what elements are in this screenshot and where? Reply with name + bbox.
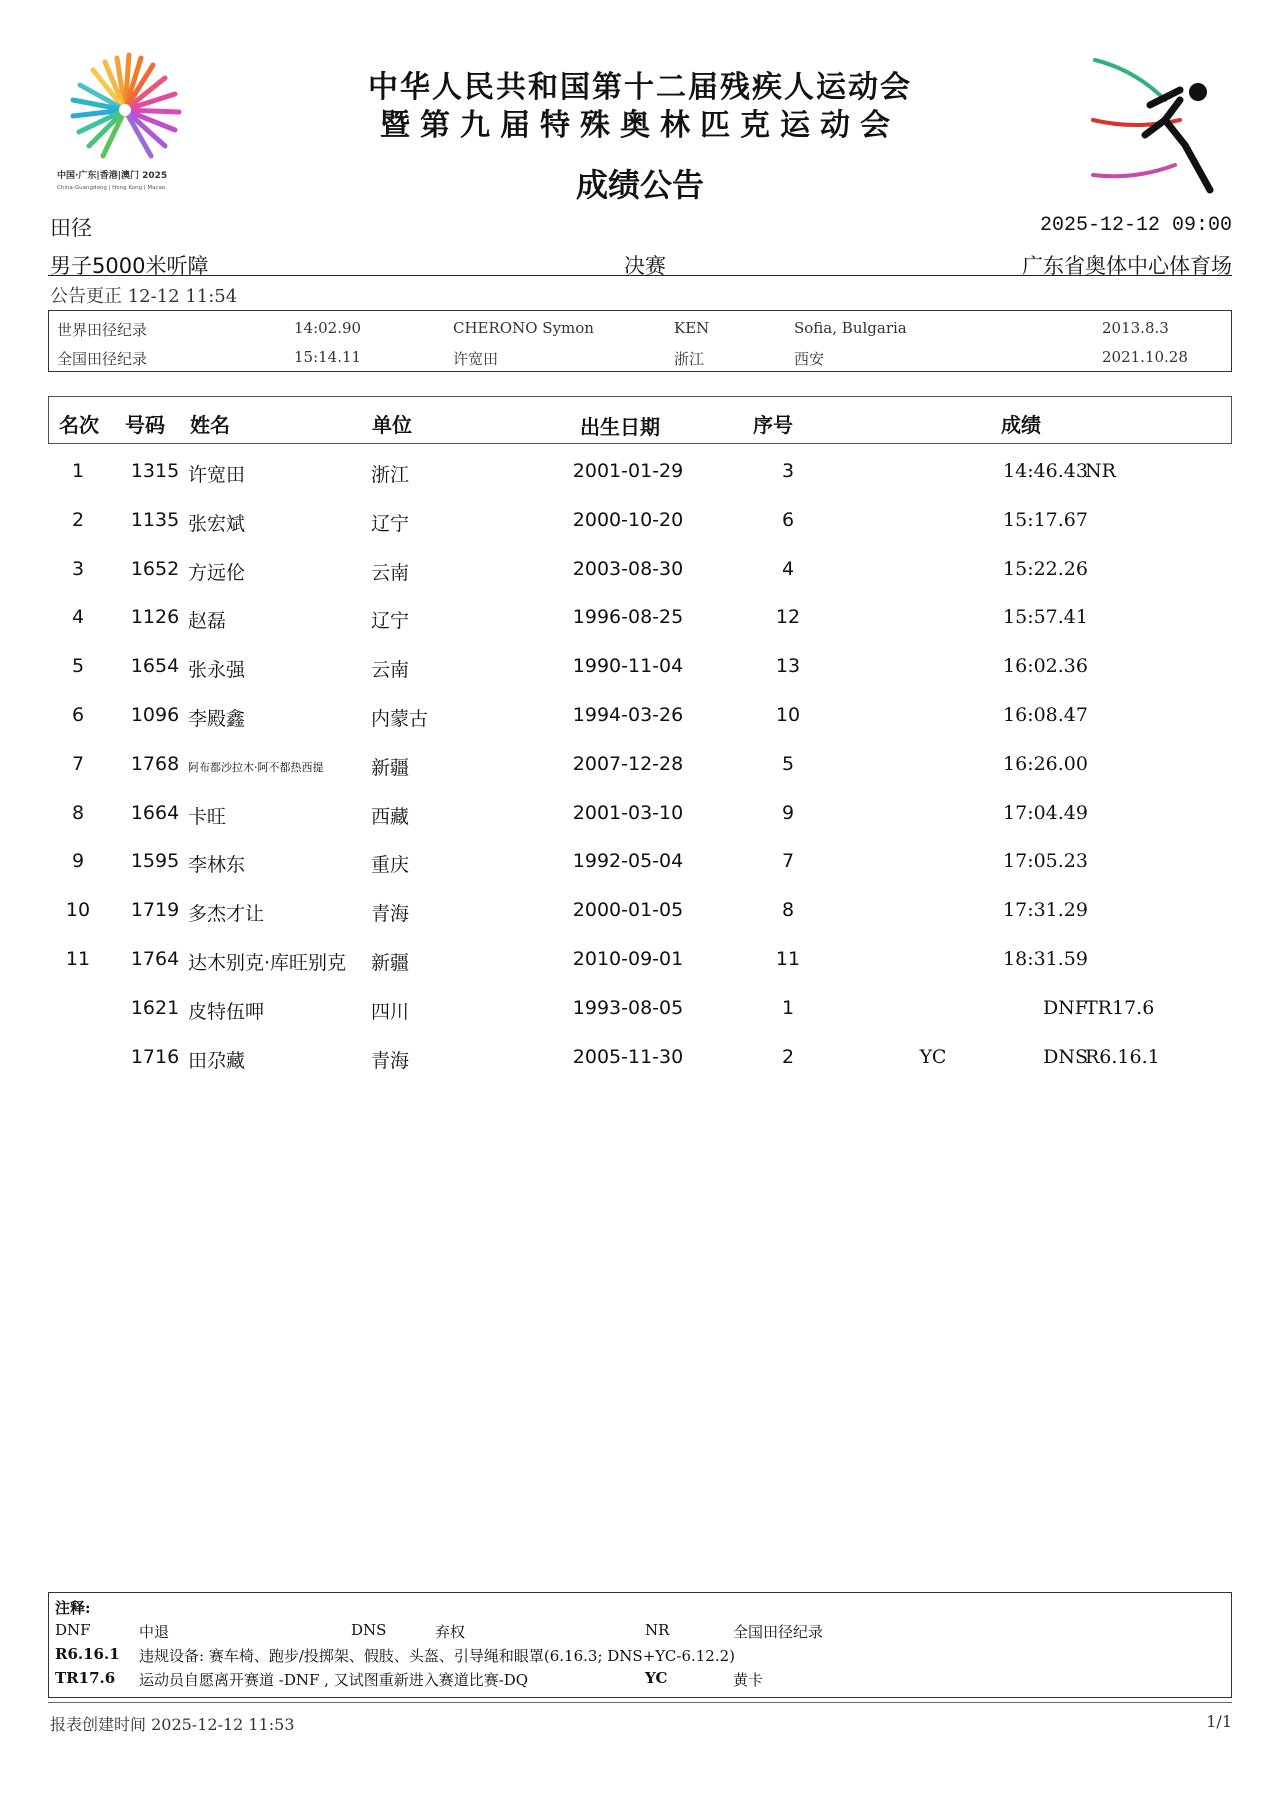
cell-mark: DNF: [1042, 996, 1088, 1019]
cell-lane: 4: [781, 557, 795, 580]
venue-label: 广东省奥体中心体育场: [1022, 254, 1232, 278]
cell-lane: 3: [781, 460, 795, 482]
athlete-logo-icon: [1085, 50, 1225, 200]
cell-dob: 2003-08-30: [572, 557, 684, 580]
note-text-dns: 弃权: [435, 1623, 466, 1641]
table-row: [48, 792, 1230, 832]
cell-name: 方远伦: [188, 561, 246, 584]
games-title-line1: 中华人民共和国第十二届残疾人运动会: [368, 70, 912, 105]
cell-unit: 新疆: [371, 952, 410, 974]
cell-mark: 17:05.23: [1003, 850, 1088, 873]
round-label: 决赛: [624, 254, 666, 278]
cell-unit: 内蒙古: [371, 708, 429, 730]
cell-lane: 1: [781, 996, 795, 1019]
cell-name: 皮特伍呷: [188, 1000, 265, 1023]
cell-rank: 1: [71, 460, 85, 482]
cell-mark: 16:02.36: [1003, 655, 1088, 678]
note-code-dns: DNS: [351, 1621, 387, 1639]
page-number: 1/1: [1206, 1712, 1232, 1731]
cell-bib: 1135: [130, 508, 180, 531]
cell-rank: 8: [71, 801, 85, 824]
cell-lane: 12: [775, 606, 801, 629]
cell-unit: 新疆: [371, 756, 410, 779]
cell-unit: 青海: [371, 1049, 410, 1072]
record-place: Sofia, Bulgaria: [794, 319, 907, 337]
cell-rank: 7: [71, 752, 85, 775]
cell-name: 达木别克·库旺别克: [188, 952, 347, 974]
cell-bib: 1595: [130, 850, 180, 873]
cell-name: 阿布都沙拉木·阿不都热西提: [188, 760, 324, 774]
cell-dob: 1992-05-04: [572, 850, 684, 873]
cell-unit: 辽宁: [371, 512, 410, 535]
cell-lane: 7: [781, 850, 795, 873]
cell-dob: 2001-03-10: [572, 801, 684, 824]
record-date: 2013.8.3: [1102, 319, 1169, 337]
cell-mark: 18:31.59: [1003, 948, 1088, 970]
cell-name: 许宽田: [188, 464, 246, 486]
cell-bib: 1719: [130, 899, 180, 922]
cell-dob: 2007-12-28: [572, 752, 684, 775]
notes-box: [48, 1592, 1232, 1698]
cell-bib: 1768: [130, 752, 180, 775]
record-row: [49, 313, 1231, 341]
record-type: 世界田径纪录: [57, 321, 148, 339]
record-mark: 15:14.11: [294, 348, 362, 366]
col-unit-header: 单位: [372, 413, 412, 437]
cell-bib: 1096: [130, 704, 180, 726]
footer-divider: [48, 1702, 1232, 1703]
cell-name: 张永强: [188, 659, 246, 682]
note-code-yc: YC: [645, 1669, 668, 1687]
note-code-dnf: DNF: [55, 1621, 91, 1639]
cell-yc: YC: [919, 1045, 947, 1068]
table-row: [48, 840, 1230, 880]
cell-unit: 浙江: [371, 464, 410, 486]
table-row: [48, 938, 1230, 978]
cell-bib: 1764: [130, 948, 180, 970]
cell-mark: 15:17.67: [1003, 508, 1088, 531]
notes-title: 注释:: [55, 1599, 91, 1617]
cell-name: 李殿鑫: [188, 708, 246, 730]
table-row: [48, 596, 1230, 636]
table-row: [48, 694, 1230, 734]
cell-mark: 17:31.29: [1003, 899, 1088, 922]
record-date: 2021.10.28: [1102, 348, 1188, 366]
cell-unit: 云南: [371, 561, 410, 584]
cell-name: 卡旺: [188, 805, 227, 828]
cell-bib: 1652: [130, 557, 180, 580]
flower-logo-icon: [55, 45, 200, 205]
note-text-r616: 违规设备: 赛车椅、跑步/投掷架、假肢、头盔、引导绳和眼罩(6.16.3; DNS+YC-6.12.2): [139, 1647, 736, 1665]
cell-unit: 重庆: [371, 854, 410, 877]
col-lane-header: 序号: [753, 413, 793, 437]
cell-mark: 14:46.43: [1003, 460, 1088, 482]
cell-dob: 2010-09-01: [572, 948, 684, 970]
table-row: [48, 743, 1230, 783]
table-row: [48, 889, 1230, 929]
cell-name: 张宏斌: [188, 512, 246, 535]
cell-lane: 11: [775, 948, 801, 970]
table-row: [48, 548, 1230, 588]
table-row: [48, 450, 1230, 490]
games-logo: [55, 45, 200, 205]
results-header: [48, 396, 1232, 444]
logo-subtext: China-Guangdong | Hong Kong | Macao: [57, 185, 166, 191]
cell-dob: 2000-01-05: [572, 899, 684, 922]
cell-rank: 9: [71, 850, 85, 873]
table-row: [48, 499, 1230, 539]
col-bib-header: 号码: [125, 413, 165, 437]
cell-lane: 10: [775, 704, 801, 726]
cell-dob: 1993-08-05: [572, 996, 684, 1019]
table-row: [48, 1036, 1230, 1076]
cell-lane: 6: [781, 508, 795, 531]
cell-bib: 1716: [130, 1045, 180, 1068]
cell-rank: 3: [71, 557, 85, 580]
record-nation: KEN: [674, 319, 710, 337]
cell-lane: 13: [775, 655, 801, 678]
note-code-tr176: TR17.6: [55, 1669, 116, 1687]
cell-dob: 1996-08-25: [572, 606, 684, 629]
record-holder: 许宽田: [453, 350, 499, 368]
cell-unit: 四川: [371, 1000, 410, 1023]
logo-text: 中国·广东|香港|澳门 2025: [57, 171, 168, 181]
cell-mark: DNS: [1043, 1045, 1088, 1068]
cell-bib: 1664: [130, 801, 180, 824]
record-row: [49, 342, 1231, 370]
cell-note: R6.16.1: [1085, 1045, 1160, 1068]
cell-dob: 2000-10-20: [572, 508, 684, 531]
note-code-nr: NR: [645, 1621, 670, 1639]
cell-name: 田尕藏: [188, 1049, 246, 1072]
cell-dob: 1990-11-04: [572, 655, 684, 678]
record-mark: 14:02.90: [294, 319, 362, 337]
cell-lane: 2: [781, 1045, 795, 1068]
cell-rank: 4: [71, 606, 85, 629]
note-code-r616: R6.16.1: [55, 1645, 120, 1663]
cell-rank: 2: [71, 508, 85, 531]
table-row: [48, 987, 1230, 1027]
cell-lane: 9: [781, 801, 795, 824]
report-created-time: 报表创建时间 2025-12-12 11:53: [50, 1715, 295, 1734]
cell-dob: 1994-03-26: [572, 704, 684, 726]
cell-unit: 云南: [371, 659, 410, 682]
games-title-line2: 暨第九届特殊奥林匹克运动会: [380, 108, 900, 143]
divider: [48, 275, 1232, 276]
record-type: 全国田径纪录: [57, 350, 148, 368]
cell-dob: 2001-01-29: [572, 460, 684, 482]
cell-name: 李林东: [188, 854, 246, 877]
col-mark-header: 成绩: [1001, 413, 1041, 437]
cell-mark: 16:26.00: [1003, 752, 1088, 775]
cell-lane: 5: [781, 752, 795, 775]
note-text-tr176: 运动员自愿离开赛道 -DNF , 又试图重新进入赛道比赛-DQ: [139, 1671, 529, 1689]
cell-lane: 8: [781, 899, 795, 922]
cell-note: NR: [1085, 460, 1116, 482]
cell-unit: 西藏: [371, 805, 410, 828]
cell-name: 赵磊: [188, 610, 227, 633]
note-text-dnf: 中退: [139, 1623, 170, 1641]
records-box: [48, 310, 1232, 372]
cell-mark: 15:22.26: [1003, 557, 1088, 580]
cell-name: 多杰才让: [188, 903, 265, 926]
col-name-header: 姓名: [190, 413, 230, 437]
table-row: [48, 645, 1230, 685]
record-holder: CHERONO Symon: [453, 319, 594, 337]
event-datetime: 2025-12-12 09:00: [1039, 214, 1232, 237]
cell-dob: 2005-11-30: [572, 1045, 684, 1068]
note-text-yc: 黄卡: [733, 1671, 764, 1689]
document-title: 成绩公告: [575, 166, 704, 204]
col-dob-header: 出生日期: [580, 415, 660, 439]
cell-bib: 1126: [130, 606, 180, 629]
cell-mark: 15:57.41: [1003, 606, 1088, 629]
cell-bib: 1315: [130, 460, 180, 482]
cell-bib: 1654: [130, 655, 180, 678]
cell-rank: 5: [71, 655, 85, 678]
sport-label: 田径: [50, 216, 92, 240]
record-nation: 浙江: [674, 350, 705, 368]
record-place: 西安: [794, 350, 825, 368]
event-name: 男子5000米听障: [50, 254, 209, 278]
cell-mark: 16:08.47: [1003, 704, 1088, 726]
cell-note: TR17.6: [1085, 996, 1155, 1019]
cell-rank: 6: [71, 704, 85, 726]
cell-unit: 辽宁: [371, 610, 410, 633]
col-rank-header: 名次: [59, 413, 99, 437]
cell-bib: 1621: [130, 996, 180, 1019]
cell-rank: 11: [65, 948, 91, 970]
correction-notice: 公告更正 12-12 11:54: [50, 286, 238, 307]
cell-rank: 10: [65, 899, 91, 922]
note-text-nr: 全国田径纪录: [733, 1623, 824, 1641]
cell-unit: 青海: [371, 903, 410, 926]
special-olympics-logo: [1085, 50, 1225, 200]
cell-mark: 17:04.49: [1003, 801, 1088, 824]
